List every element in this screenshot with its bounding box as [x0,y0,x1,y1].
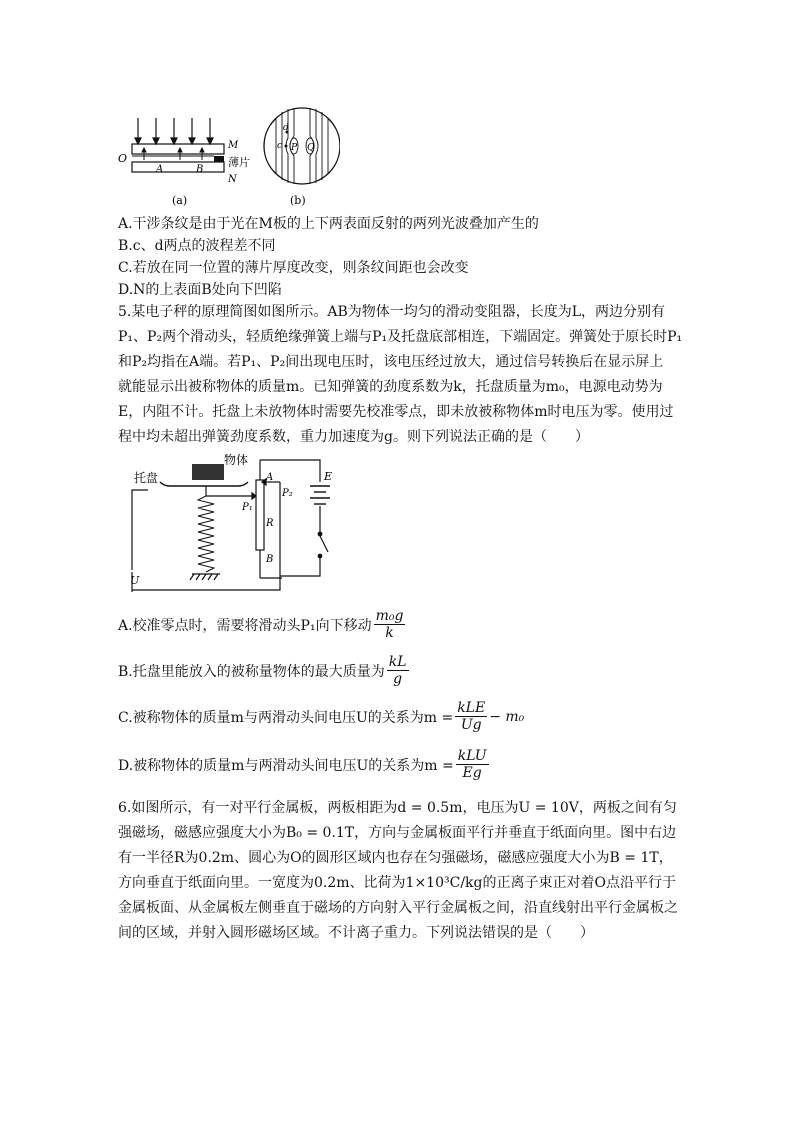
label-b: B [196,164,204,175]
label-a: A [156,164,164,175]
label-object: 物体 [224,453,249,467]
q6-text-line: 有一半径R为0.2m、圆心为O的圆形区域内也存在匀强磁场，磁感应强度大小为B = 1T， [118,850,673,866]
label-d: d [283,123,289,133]
label-a-end: A [266,472,274,483]
electronic-scale-figure [120,452,350,602]
label-m: M [228,140,239,151]
option-d-text: D.被称物体的质量m与两滑动头间电压U的关系为m = [118,757,454,774]
fringe-pattern [264,108,340,184]
label-c: c [277,141,283,151]
q5-text-line: 5.某电子秤的原理简图如图所示。AB为物体一均匀的滑动变阻器，长度为L，两边分别有 [118,304,666,320]
q5-option-d [118,748,491,781]
q5-option-b [118,654,411,687]
label-o: O [118,152,128,165]
option-a-text: A.校准零点时，需要将滑动头P₁向下移动 [118,617,372,634]
caption-a: (a) [172,194,188,207]
battery [310,486,330,504]
q5-text-line: 程中均未超出弹簧劲度系数，重力加速度为g。则下列说法正确的是（ ） [118,429,589,445]
label-p: P [291,143,298,153]
q5-option-c [118,700,524,733]
label-tray: 托盘 [134,471,159,485]
thin-film [214,156,224,162]
q4-option-a: A.干涉条纹是由于光在M板的上下两表面反射的两列光波叠加产生的 [118,216,539,232]
option-b-text: B.托盘里能放入的被称量物体的最大质量为 [118,663,385,680]
q6-text-line: 强磁场，磁感应强度大小为B₀ = 0.1T，方向与金属板面平行并垂直于纸面向里。图中右边 [118,825,677,841]
q4-option-d: D.N的上表面B处向下凹陷 [118,282,282,298]
plate-n [132,162,224,172]
option-c-fraction: $\frac{\text{kLE}}{Ug}$ [457,700,486,733]
option-c-text: C.被称物体的质量m与两滑动头间电压U的关系为m = [118,709,454,726]
label-e: E [324,470,333,483]
option-d-fraction: $\frac{\text{kLU}}{Eg}$ [457,748,487,781]
tray [160,464,248,496]
rheostat [256,480,264,550]
label-p1: P₁ [242,502,253,513]
q5-text-line: E，内阻不计。托盘上未放物体时需要先校准零点，即未放被称物体m时电压为零。使用过 [118,404,674,420]
q5-text-line: 就能显示出被称物体的质量m。已知弹簧的劲度系数为k，托盘质量为m₀，电源电动势为 [118,379,663,395]
spring [198,496,214,572]
option-b-fraction: $\frac{kL}{g}$ [388,654,407,687]
switch [318,532,328,558]
label-p2: P₂ [282,488,293,499]
label-r: R [266,518,274,529]
q5-option-a [118,608,407,641]
q6-text-line: 间的区域，并射入圆形磁场区域。不计离子重力。下列说法错误的是（ ） [118,925,594,941]
label-u: U [130,574,140,587]
q4-option-c: C.若放在同一位置的薄片厚度改变，则条纹间距也会改变 [118,260,469,276]
option-a-fraction: $\frac{\text{m₀g}}{k}$ [375,608,404,641]
label-n: N [228,174,237,185]
q6-text-line: 方向垂直于纸面向里。一宽度为0.2m、比荷为1×10³C/kg的正离子束正对着O点沿平行于 [118,875,676,891]
incident-light-arrows [135,118,213,144]
label-b-end: B [266,554,274,565]
option-c-suffix: − m₀ [489,708,525,725]
q5-text-line: P₁、P₂两个滑动头，轻质绝缘弹簧上端与P₁及托盘底部相连，下端固定。弹簧处于原长时P₁ [118,329,683,345]
q6-text-line: 金属板面、从金属板左侧垂直于磁场的方向射入平行金属板之间，沿直线射出平行金属板之 [118,900,678,916]
q6-text-line: 6.如图所示，有一对平行金属板，两板相距为d = 0.5m，电压为U = 10V，两板之间有匀 [118,800,677,816]
caption-b: (b) [290,194,306,207]
label-q: Q [307,143,315,153]
interference-figure [110,104,340,214]
q5-text-line: 和P₂均指在A端。若P₁、P₂间出现电压时，该电压经过放大，通过信号转换后在显示屏上 [118,354,664,370]
q4-option-b: B.c、d两点的波程差不同 [118,238,276,254]
label-film: 薄片 [228,156,250,169]
